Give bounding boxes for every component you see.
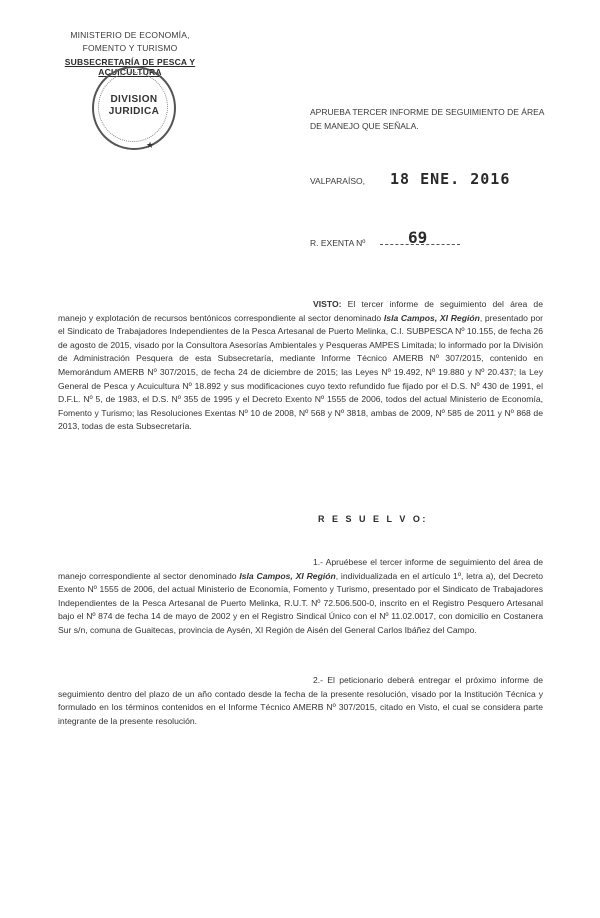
visto-sector: Isla Campos, XI Región [383, 312, 480, 323]
juridical-division-stamp [92, 66, 176, 150]
stamp-line-1: DIVISION [110, 94, 158, 105]
star-icon: ★ [146, 140, 155, 150]
ministry-line-2: FOMENTO Y TURISMO [82, 43, 178, 53]
visto-label: VISTO: [313, 299, 342, 309]
item-1-text-2: , individualizada en el artículo 1º, letra a), del Decreto Exento Nº 1555 de 2006, del actual Ministerio de Economía, Fomento y Turismo, presentado por el Sindicato de Trabajadores Independientes de la Pesca Artesanal de Puerto Melinka, R.U.T. Nº 72.506.500-0, inscrito en el Registro Pesquero Artesanal bajo el Nº 874 de fecha 14 de mayo de 2002 y en el Registro Sindical Único con el Nº 11.02.0017, con domicilio en Costanera Sur s/n, comuna de Guaitecas, provincia de Aysén, XI Región de Aisén del General Carlos Ibáñez del Campo. [58, 570, 543, 635]
ministry-line: MINISTERIO DE ECONOMÍA, [70, 30, 190, 40]
item-1-paragraph [58, 556, 543, 638]
visto-text-2: , presentado por el Sindicato de Trabajadores Independientes de la Pesca Artesanal de Puerto Melinka, C.I. SUBPESCA Nº 10.155, de fecha 26 de agosto de 2015, visado por la Consultora Asesorías Ambientales y Pesqueras AMPES Limitada; lo informado por la División de Administración Pesquera de esta Subsecretaría, mediante Informe Técnico AMERB Nº 307/2015, contenido en Memorándum AMERB Nº 307/2015, de fecha 24 de diciembre de 2015; las Leyes Nº 19.492, Nº 19.880 y Nº 20.437; la Ley General de Pesca y Acuicultura Nº 18.892 y sus modificaciones cuyo texto refundido fue fijado por el D.S. Nº 430 de 1991, el D.F.L. Nº 5, de 1983, el D.S. Nº 355 de 1995 y el Decreto Exento Nº 1555 de 2006, todos del actual Ministerio de Economía, Fomento y Turismo; las Resoluciones Exentas Nº 10 de 2008, Nº 568 y Nº 3818, ambas de 2009, Nº 585 de 2011 y Nº 868 de 2013, todas de esta Subsecretaría. [58, 312, 544, 432]
item-2-paragraph: 2.- El peticionario deberá entregar el próximo informe de seguimiento dentro del plazo de un año contado desde la fecha de la presente resolución, visado por la Institución Técnica y formulado en los términos contenidos en el Informe Técnico AMERB Nº 307/2015, citado en Visto, el cual se considera parte integrante de la presente resolución. [58, 675, 543, 726]
visto-text-1: El tercer informe de seguimiento del área de manejo y explotación de recursos bentónicos correspondiente al sector denominado [58, 299, 543, 323]
place-label: VALPARAÍSO, [310, 176, 365, 186]
resuelvo-heading: R E S U E L V O: [318, 514, 428, 524]
stamp-line-2: JURIDICA [108, 106, 160, 117]
subsecretary-line: SUBSECRETARÍA DE PESCA Y ACUICULTURA [64, 57, 196, 77]
date-stamp: 18 ENE. 2016 [390, 170, 511, 188]
stamp-text [108, 94, 160, 118]
document-subject: APRUEBA TERCER INFORME DE SEGUIMIENTO DE ÁREA DE MANEJO QUE SEÑALA. [310, 107, 544, 131]
item-1-sector: Isla Campos, XI Región [239, 570, 336, 581]
visto-paragraph [58, 298, 543, 434]
item-1-text-1: 1.- Apruébese el tercer informe de seguimiento del área de manejo correspondiente al sector denominado [58, 557, 543, 581]
resolution-number: 69 [408, 228, 428, 247]
resolution-label: R. EXENTA Nº [310, 238, 366, 248]
